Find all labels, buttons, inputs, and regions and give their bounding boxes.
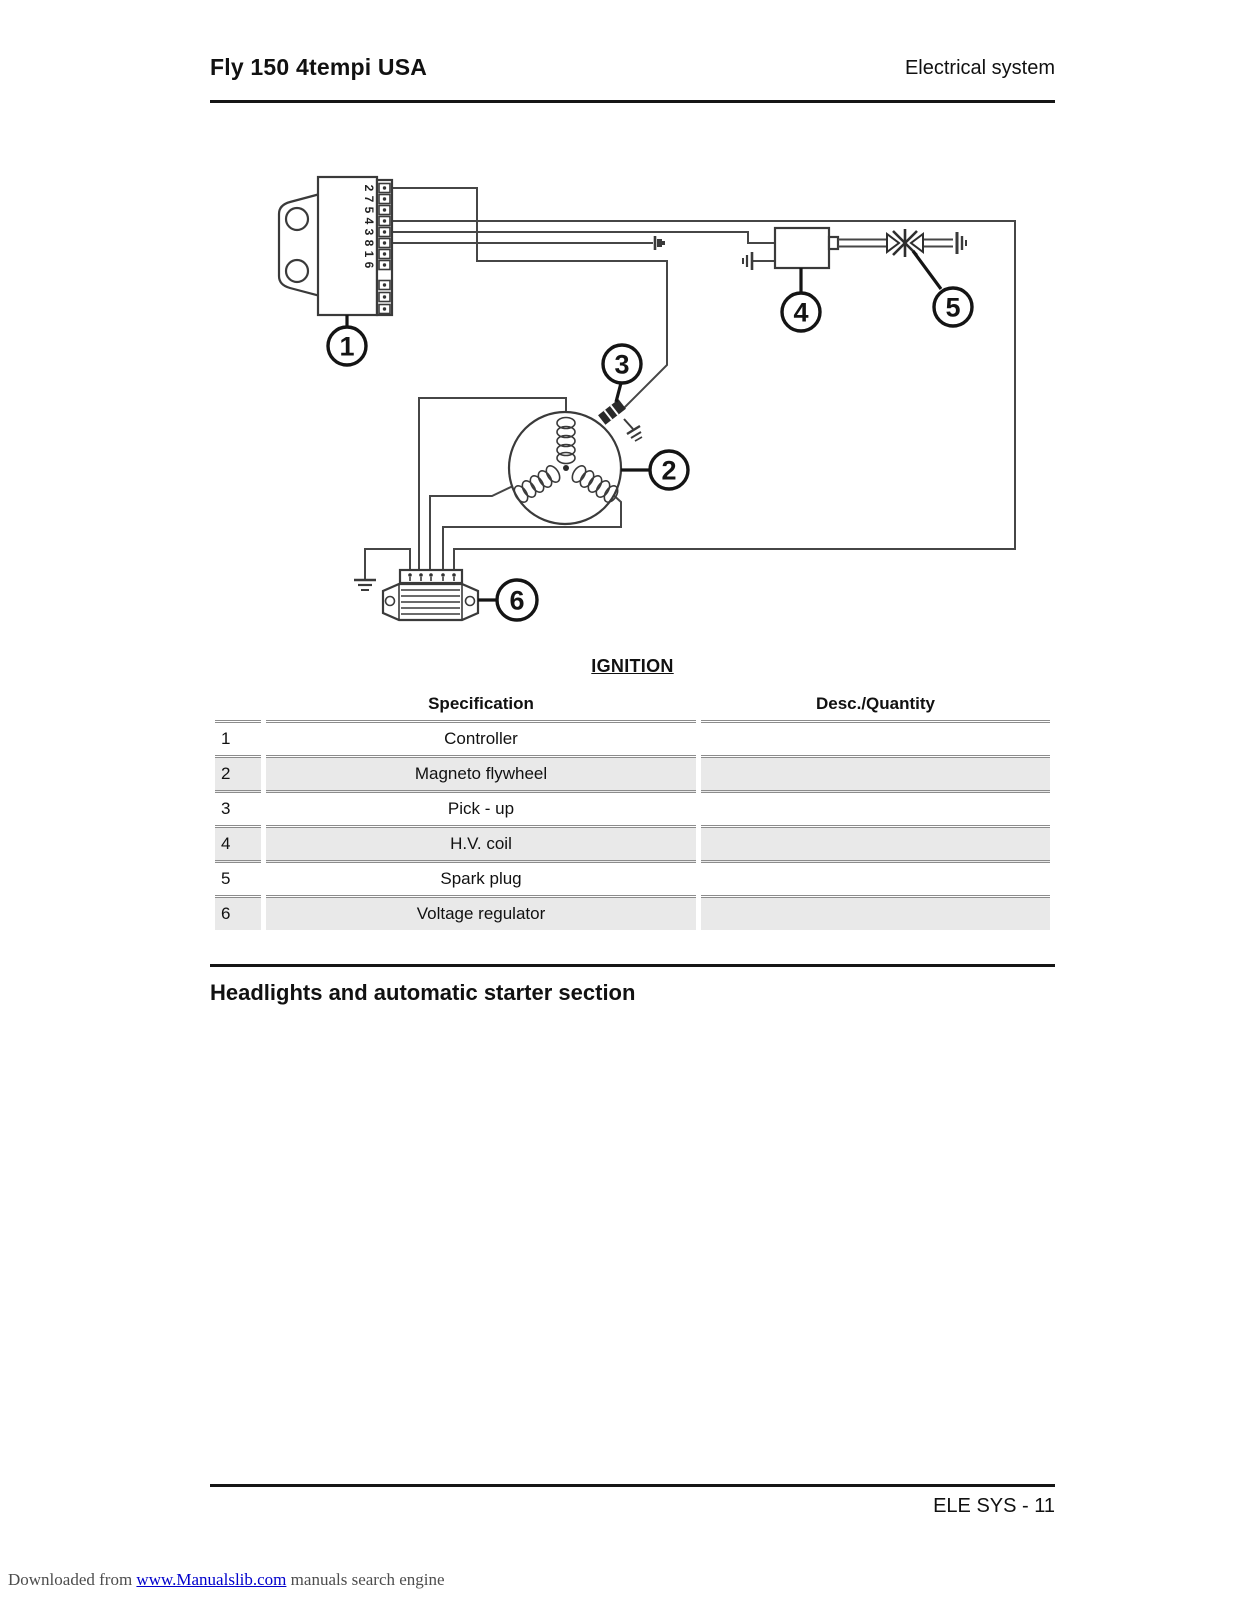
callout-6 xyxy=(478,580,537,620)
section-heading: Headlights and automatic starter section xyxy=(210,980,636,1005)
svg-text:4: 4 xyxy=(793,297,809,328)
row-spec: Magneto flywheel xyxy=(266,758,696,793)
coil-ground-icon xyxy=(743,252,752,270)
table-row xyxy=(215,898,1050,930)
table-title: IGNITION xyxy=(591,656,674,676)
page-title-model: Fly 150 4tempi USA xyxy=(210,54,428,80)
svg-text:3: 3 xyxy=(614,349,630,380)
table-row xyxy=(215,793,1050,828)
row-desc xyxy=(701,828,1050,863)
row-spec: Controller xyxy=(266,723,696,758)
svg-text:4: 4 xyxy=(362,217,376,225)
pick-up-ground-icon xyxy=(624,419,642,441)
row-desc xyxy=(701,863,1050,898)
table-header-row xyxy=(215,688,1050,723)
callout-2 xyxy=(621,451,688,489)
row-num: 1 xyxy=(215,723,261,758)
regulator-fins xyxy=(399,584,462,620)
regulator-ground-icon xyxy=(354,580,376,590)
spark-plug xyxy=(838,229,966,257)
callout-3 xyxy=(603,345,641,402)
svg-text:6: 6 xyxy=(362,261,376,269)
row-desc xyxy=(701,898,1050,930)
row-num: 5 xyxy=(215,863,261,898)
svg-text:3: 3 xyxy=(362,228,376,236)
row-desc xyxy=(701,758,1050,793)
row-spec: Spark plug xyxy=(266,863,696,898)
row-num: 3 xyxy=(215,793,261,828)
watermark-prefix: Downloaded from xyxy=(8,1570,133,1589)
row-num: 6 xyxy=(215,898,261,930)
magneto-flywheel xyxy=(509,412,621,524)
ignition-wiring-diagram xyxy=(0,0,1237,660)
table-row xyxy=(215,758,1050,793)
page-number-label: ELE SYS - 11 xyxy=(933,1495,1055,1517)
footer-rule xyxy=(210,1484,1055,1487)
svg-text:1: 1 xyxy=(362,250,376,258)
wire-hv-coil xyxy=(392,232,775,243)
table-row xyxy=(215,863,1050,898)
svg-text:7: 7 xyxy=(362,195,376,203)
row-num: 2 xyxy=(215,758,261,793)
svg-text:2: 2 xyxy=(661,455,677,486)
page-title-section: Electrical system xyxy=(904,57,1055,79)
watermark-suffix: manuals search engine xyxy=(290,1570,445,1589)
table-row xyxy=(215,828,1050,863)
col-header-desc-quantity: Desc./Quantity xyxy=(701,688,1050,723)
table-row xyxy=(215,723,1050,758)
spark-gap-icon xyxy=(887,229,923,257)
controller xyxy=(279,177,392,315)
row-spec: Pick - up xyxy=(266,793,696,828)
voltage-regulator xyxy=(354,570,478,620)
wire-regulator-feed xyxy=(392,221,1015,570)
callout-1 xyxy=(328,315,366,365)
row-desc xyxy=(701,723,1050,758)
plug-terminal-icon xyxy=(957,232,966,254)
row-desc xyxy=(701,793,1050,828)
row-num: 4 xyxy=(215,828,261,863)
svg-text:5: 5 xyxy=(362,206,376,214)
watermark-link[interactable]: www.Manualslib.com xyxy=(136,1570,287,1589)
hv-coil xyxy=(743,228,838,270)
svg-text:1: 1 xyxy=(339,331,355,362)
section-rule xyxy=(210,964,1055,967)
col-header-specification: Specification xyxy=(266,688,696,723)
row-spec: Voltage regulator xyxy=(266,898,696,930)
row-spec: H.V. coil xyxy=(266,828,696,863)
svg-text:2: 2 xyxy=(362,184,376,192)
ignition-table xyxy=(210,688,1055,930)
callout-4 xyxy=(782,268,820,331)
col-header-num xyxy=(215,688,261,723)
svg-text:6: 6 xyxy=(509,585,525,616)
connector-terminal-icon xyxy=(655,236,665,250)
svg-text:5: 5 xyxy=(945,292,961,323)
callout-5 xyxy=(913,251,972,326)
watermark xyxy=(8,1570,445,1590)
svg-text:8: 8 xyxy=(362,239,376,247)
